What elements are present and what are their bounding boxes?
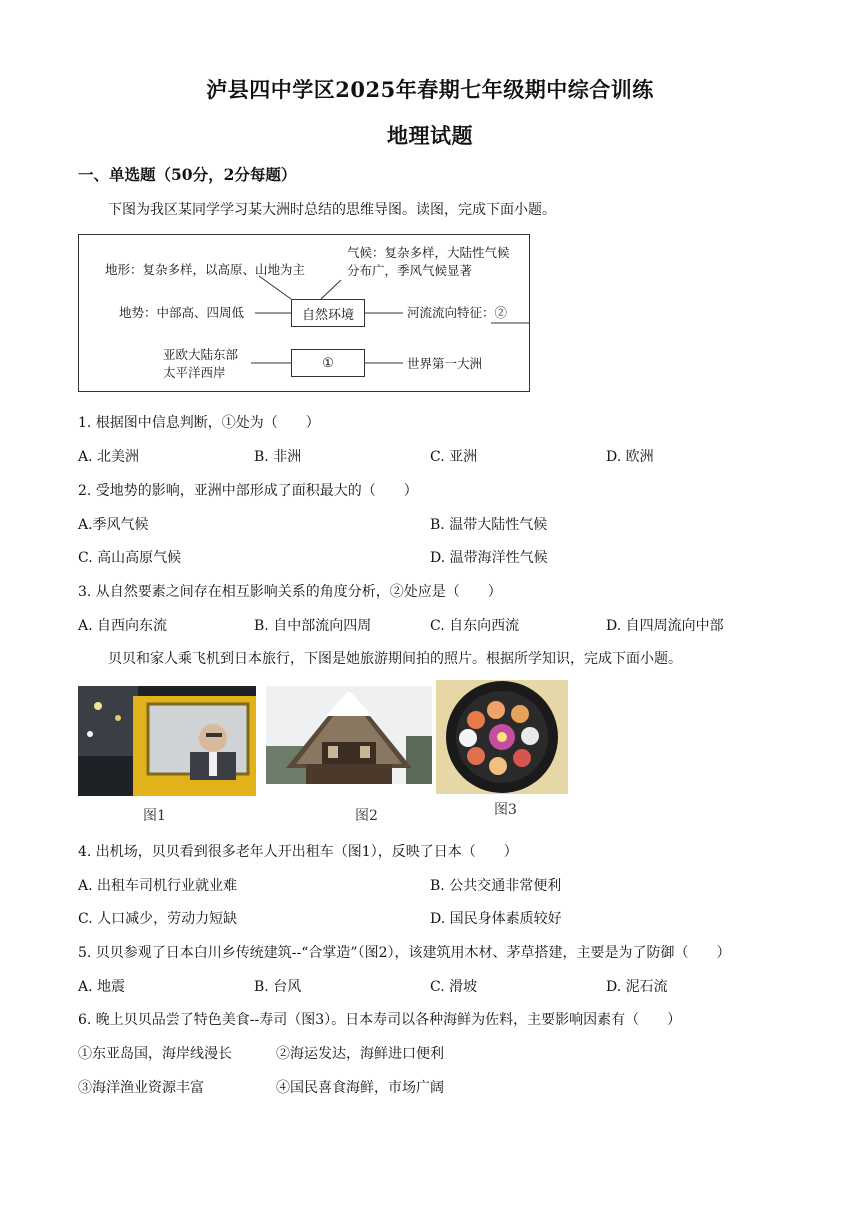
q3-option-a: A. 自西向东流: [78, 618, 168, 634]
sushi-platter-illustration: [436, 680, 568, 794]
mm-location-line1: 亚欧大陆东部: [163, 347, 239, 362]
q6-item-2: ②海运发达，海鲜进口便利: [276, 1046, 444, 1062]
q1-option-c: C. 亚洲: [430, 449, 478, 465]
q4-option-c: C. 人口减少，劳动力短缺: [78, 911, 238, 927]
photo-taxi-driver: [78, 686, 256, 796]
photo-gassho-house: [266, 686, 432, 796]
mind-map-figure: [78, 234, 530, 392]
q3-option-d: D. 自四周流向中部: [606, 618, 724, 634]
q2-option-d: D. 温带海洋性气候: [430, 550, 548, 566]
mm-climate-line1: 气候：复杂多样，大陆性气候: [347, 245, 510, 260]
q6-item-1: ①东亚岛国，海岸线漫长: [78, 1046, 232, 1062]
q5-option-a: A. 地震: [78, 979, 126, 995]
q5-option-d: D. 泥石流: [606, 979, 668, 995]
mm-center-box: 自然环境: [291, 299, 365, 327]
mm-terrain: 地形：复杂多样，以高原、山地为主: [105, 262, 306, 277]
intro-text-1: 下图为我区某同学学习某大洲时总结的思维导图。读图，完成下面小题。: [108, 202, 556, 218]
mm-location-line2: 太平洋西岸: [163, 365, 226, 380]
q4-option-b: B. 公共交通非常便利: [430, 878, 562, 894]
question-2: 2. 受地势的影响，亚洲中部形成了面积最大的（ ）: [78, 483, 418, 499]
mm-river: 河流流向特征：②: [407, 305, 508, 320]
q2-option-a: A.季风气候: [78, 517, 149, 533]
question-5: 5. 贝贝参观了日本白川乡传统建筑--“合掌造”（图2），该建筑用木材、茅草搭建，主要是为了防御（ ）: [78, 945, 731, 961]
q6-item-3: ③海洋渔业资源丰富: [78, 1080, 204, 1096]
q4-option-d: D. 国民身体素质较好: [430, 911, 562, 927]
photo-sushi-platter: [436, 680, 568, 794]
q6-item-4: ④国民喜食海鲜，市场广阔: [276, 1080, 444, 1096]
mm-climate-line2: 分布广，季风气候显著: [347, 263, 473, 278]
figure-2-caption: 图2: [355, 808, 378, 824]
q2-option-b: B. 温带大陆性气候: [430, 517, 548, 533]
taxi-driver-illustration: [78, 686, 256, 796]
exam-title: 泸县四中学区2025年春期七年级期中综合训练: [206, 77, 654, 102]
q3-option-b: B. 自中部流向四周: [254, 618, 372, 634]
intro-text-2: 贝贝和家人乘飞机到日本旅行，下图是她旅游期间拍的照片。根据所学知识，完成下面小题。: [108, 651, 682, 667]
q5-option-b: B. 台风: [254, 979, 302, 995]
question-4: 4. 出机场，贝贝看到很多老年人开出租车（图1），反映了日本（ ）: [78, 844, 518, 860]
figure-3-caption: 图3: [494, 802, 517, 818]
q1-option-b: B. 非洲: [254, 449, 302, 465]
mm-elevation: 地势：中部高、四周低: [119, 305, 245, 320]
q1-option-a: A. 北美洲: [78, 449, 140, 465]
exam-subtitle: 地理试题: [387, 123, 473, 148]
figure-1-caption: 图1: [143, 808, 166, 824]
question-3: 3. 从自然要素之间存在相互影响关系的角度分析，②处应是（ ）: [78, 584, 502, 600]
q3-option-c: C. 自东向西流: [430, 618, 520, 634]
q5-option-c: C. 滑坡: [430, 979, 478, 995]
gassho-house-illustration: [266, 686, 432, 796]
section-heading: 一、单选题（50分，2分每题）: [78, 165, 297, 184]
mm-largest: 世界第一大洲: [407, 356, 483, 371]
q2-option-c: C. 高山高原气候: [78, 550, 182, 566]
question-1: 1. 根据图中信息判断，①处为（ ）: [78, 415, 320, 431]
mm-blank1-box: ①: [291, 349, 365, 377]
q1-option-d: D. 欧洲: [606, 449, 654, 465]
q4-option-a: A. 出租车司机行业就业难: [78, 878, 238, 894]
question-6: 6. 晚上贝贝品尝了特色美食--寿司（图3）。日本寿司以各种海鲜为佐料，主要影响因素有（ ）: [78, 1012, 682, 1028]
